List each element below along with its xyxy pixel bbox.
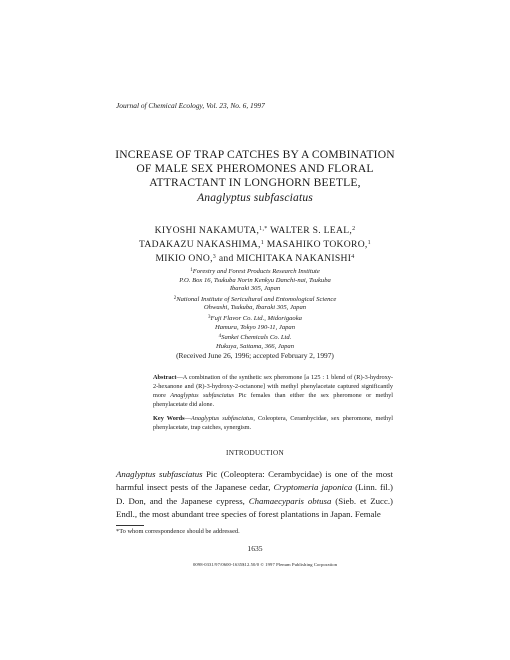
body-species: Cryptomeria japonica [273, 482, 353, 493]
author-line-3 [60, 251, 450, 265]
keywords-species: Anaglyptus subfasciatus [190, 415, 254, 422]
received-dates: (Received June 26, 1996; accepted February 2, 1997) [176, 351, 334, 360]
paper-title [60, 148, 450, 205]
affiliation-sup: 2 [173, 295, 177, 301]
author-sup: 1 [260, 240, 264, 247]
affiliation-line: Ibaraki 305, Japan [229, 285, 281, 293]
author-line-2 [60, 237, 450, 251]
keywords-label: Key Words [153, 415, 185, 422]
footnote: *To whom correspondence should be addressed. [116, 528, 240, 535]
body-species: Anaglyptus subfasciatus [116, 469, 203, 479]
abstract-label: Abstract [153, 374, 177, 381]
abstract-species: Anaglyptus subfasciatus [170, 391, 235, 399]
affiliation-sup: 1 [190, 268, 193, 273]
affiliation-sup: 3 [208, 314, 211, 320]
author-sup: 4 [351, 254, 355, 261]
copyright-line: 0098-0331/97/0600-1635$12.50/0 © 1997 Plenum Publishing Corporation [193, 562, 338, 567]
body-text: (Sieb. et Zucc.) Endl., the most abundant tree species of forest plantations in Japan. Female [116, 495, 393, 519]
title-line-2: OF MALE SEX PHEROMONES AND FLORAL [136, 162, 374, 176]
author-sup: 1,* [259, 226, 268, 232]
affiliations [100, 267, 410, 352]
affiliation-line: Ohwashi, Tsukuba, Ibaraki 305, Japan [203, 304, 307, 312]
abstract-text: Pic females than either the sex pheromone or methyl phenylacetate did alone. [153, 391, 394, 408]
author-sup: 2 [352, 226, 356, 232]
affiliation-1 [100, 267, 410, 294]
journal-line: Journal of Chemical Ecology, Vol. 23, No. 6, 1997 [116, 101, 265, 110]
author-name: MIKIO ONO, [155, 253, 213, 265]
affiliation-line: Forestry and Forest Products Research Institute [192, 268, 320, 275]
abstract-text: —A combination of the synthetic sex pheromone [a 125 : 1 blend of (R)-3-hydroxy-2-hexanone and (R)-3-hydroxy-2-octanone] with methyl phenylacetate captured significantly more [153, 374, 393, 399]
author-name: MASAHIKO TOKORO, [266, 239, 368, 251]
affiliation-line: Fuji Flavor Co. Ltd., Midorigaoka [210, 314, 302, 322]
author-name: and MICHITAKA NAKANISHI [218, 253, 352, 265]
body-text: Pic (Coleoptera: Cerambycidae) is one of the most harmful insect pests of the Japanese cedar, [116, 469, 393, 493]
affiliation-3 [100, 314, 410, 332]
affiliation-line: Sankei Chemicals Co. Ltd. [221, 334, 292, 342]
body-paragraph [116, 468, 393, 521]
author-sup: 3 [212, 254, 217, 261]
page-number: 1635 [247, 544, 263, 553]
affiliation-line: Hukuya, Saitama, 366, Japan [215, 342, 294, 350]
body-text: (Linn. fil.) D. Don, and the Japanese cypress, [116, 482, 393, 506]
title-species: Anaglyptus subfasciatus [197, 190, 313, 204]
affiliation-sup: 4 [218, 334, 222, 340]
body-species: Chamaecyparis obtusa [248, 495, 332, 506]
footnote-rule [116, 525, 144, 526]
affiliation-line: Hamura, Tokyo 190-11, Japan [214, 323, 296, 331]
affiliation-4 [100, 333, 410, 351]
introduction-heading: INTRODUCTION [226, 449, 284, 457]
title-line-1: INCREASE OF TRAP CATCHES BY A COMBINATION [115, 148, 395, 161]
author-list [60, 223, 450, 266]
author-name: WALTER S. LEAL, [270, 225, 353, 236]
keywords-dash: — [184, 415, 191, 422]
affiliation-2 [100, 295, 410, 313]
author-name: KIYOSHI NAKAMUTA, [154, 225, 260, 236]
author-name: TADAKAZU NAKASHIMA, [139, 239, 261, 251]
keywords-text: , Coleoptera, Cerambycidae, sex pheromone, methyl phenylacetate, trap catches, synergism. [153, 415, 393, 431]
abstract [153, 374, 393, 410]
affiliation-line: National Institute of Sericultural and Entomological Science [176, 295, 337, 303]
title-line-3: ATTRACTANT IN LONGHORN BEETLE, [149, 176, 361, 190]
affiliation-line: P.O. Box 16, Tsukuba Norin Kenkyu Danchi-nai, Tsukuba [179, 276, 331, 284]
author-line-1 [60, 223, 450, 237]
key-words [153, 415, 393, 433]
author-sup: 1 [367, 240, 371, 247]
